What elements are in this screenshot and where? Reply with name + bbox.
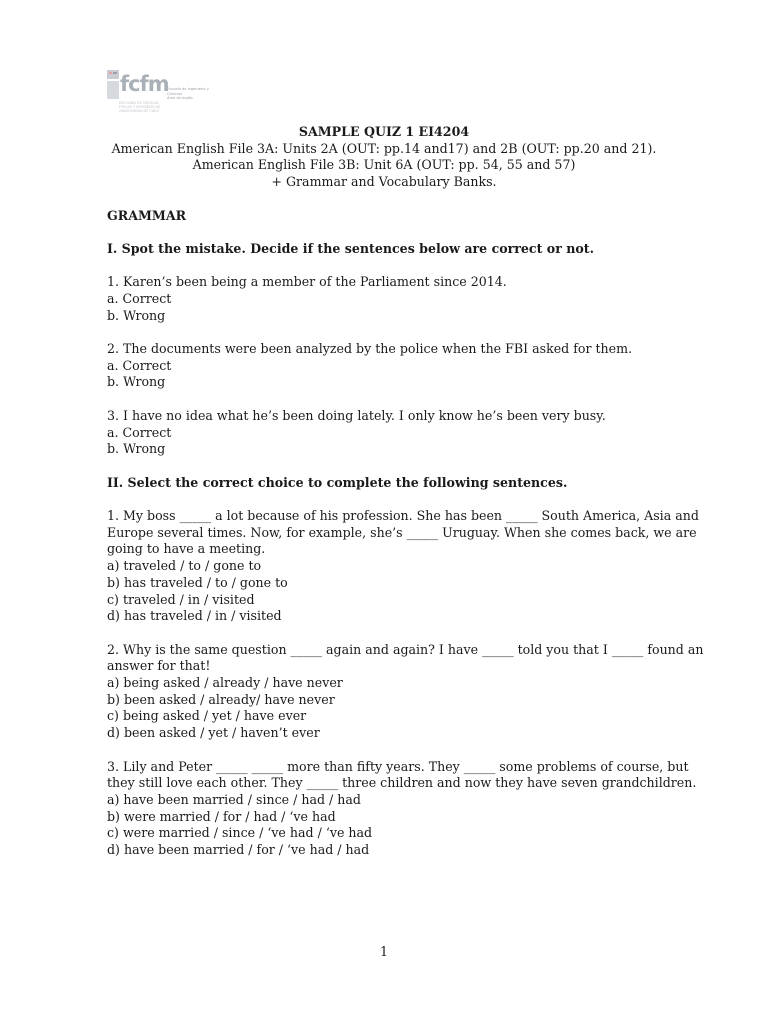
question-item <box>107 758 697 859</box>
part1-heading: I. Spot the mistake. Decide if the sentences below are correct or not. <box>107 240 594 256</box>
question-stem: 3. Lily and Peter _____ _____ more than fifty years. They _____ some problems of course, but <box>107 758 689 774</box>
header-line: American English File 3B: Unit 6A (OUT: pp. 54, 55 and 57) <box>192 157 576 173</box>
option-d: d) have been married / for / ‘ve had / had <box>107 842 370 858</box>
option-b: b. Wrong <box>107 441 166 457</box>
question-item <box>107 341 667 391</box>
school-line: Escuela de Ingeniería y Ciencias <box>167 87 209 96</box>
option-c: c) being asked / yet / have ever <box>107 708 307 724</box>
header-line: American English File 3A: Units 2A (OUT: pp.14 and17) and 2B (OUT: pp.20 and 21). <box>111 140 657 156</box>
option-b: b. Wrong <box>107 307 166 323</box>
question-item <box>107 408 667 458</box>
option-a: a. Correct <box>107 290 172 306</box>
option-b: b) has traveled / to / gone to <box>107 574 288 590</box>
question-stem: 2. The documents were been analyzed by the police when the FBI asked for them. <box>107 341 633 357</box>
question-stem: 1. Karen’s been being a member of the Parliament since 2014. <box>107 274 507 290</box>
section-heading: GRAMMAR <box>107 207 187 223</box>
option-c: c) traveled / in / visited <box>107 591 255 607</box>
option-a: a) have been married / since / had / had <box>107 791 361 807</box>
question-stem: answer for that! <box>107 658 211 674</box>
option-d: d) been asked / yet / haven’t ever <box>107 725 320 741</box>
faculty-line: FÍSICAS Y MATEMÁTICAS <box>119 105 161 109</box>
part2-heading: II. Select the correct choice to complete the following sentences. <box>107 474 568 490</box>
option-b: b) were married / for / had / ‘ve had <box>107 808 336 824</box>
question-stem: going to have a meeting. <box>107 541 266 557</box>
question-stem: 2. Why is the same question _____ again and again? I have _____ told you that I _____ found an <box>107 641 704 657</box>
faculty-line: UNIVERSIDAD DE CHILE <box>119 109 160 113</box>
quiz-title: SAMPLE QUIZ 1 EI4204 <box>298 124 470 139</box>
page-number: 1 <box>379 944 388 959</box>
question-stem: 3. I have no idea what he’s been doing lately. I only know he’s been very busy. <box>107 407 606 423</box>
option-b: b) been asked / already/ have never <box>107 691 335 707</box>
option-d: d) has traveled / in / visited <box>107 608 282 624</box>
option-a: a) being asked / already / have never <box>107 675 343 691</box>
school-line: Área de Inglés <box>167 96 193 101</box>
question-item <box>107 274 667 324</box>
option-c: c) were married / since / ‘ve had / ‘ve had <box>107 825 373 841</box>
quiz-document <box>107 124 704 859</box>
question-stem: 1. My boss _____ a lot because of his profession. She has been _____ South America, Asia and <box>107 508 699 524</box>
question-item <box>107 641 704 742</box>
option-a: a) traveled / to / gone to <box>107 558 262 574</box>
logo-wordmark: fcfm <box>120 72 169 96</box>
question-item <box>107 508 699 625</box>
logo-faculty-text <box>119 101 165 113</box>
faculty-line: FACULTAD DE CIENCIAS <box>119 101 159 105</box>
option-a: a. Correct <box>107 357 172 373</box>
question-stem: Europe several times. Now, for example, she’s _____ Uruguay. When she comes back, we are <box>107 524 697 540</box>
logo-school-text <box>167 87 225 101</box>
option-b: b. Wrong <box>107 374 166 390</box>
option-a: a. Correct <box>107 424 172 440</box>
faculty-crest-icon <box>105 68 169 114</box>
fcfm-logo <box>105 68 225 114</box>
header-line: + Grammar and Vocabulary Banks. <box>271 174 497 190</box>
question-stem: they still love each other. They _____ three children and now they have seven grandchildren. <box>107 775 697 791</box>
